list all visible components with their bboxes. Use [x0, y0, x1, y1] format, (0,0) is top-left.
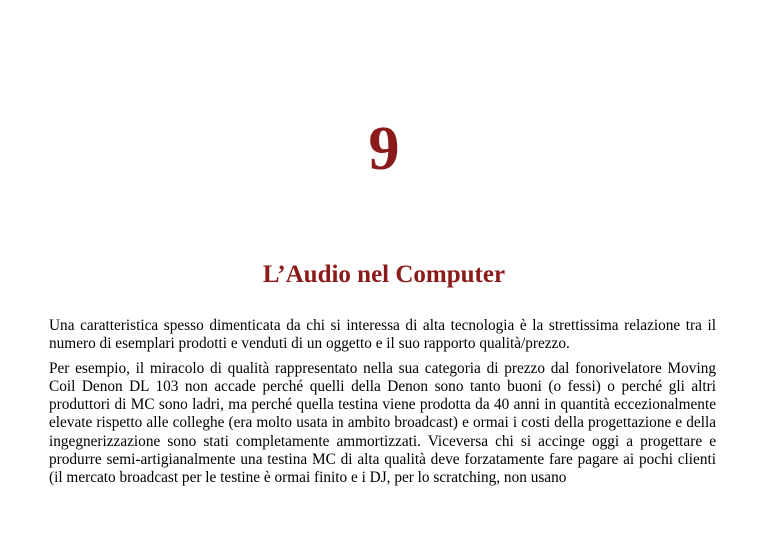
body-text	[49, 317, 716, 494]
chapter-title: L’Audio nel Computer	[262, 261, 506, 288]
chapter-number: 9	[368, 115, 400, 183]
paragraph-2: Per esempio, il miracolo di qualità rappresentato nella sua categoria di prezzo dal fonorivelatore Moving Coil Denon DL 103 non accade perché quelli della Denon sono tanto buoni (o fessi) o perché gli altri produttori di MC sono ladri, ma perché quella testina viene prodotta da 40 anni in quantità eccezionalmente elevate rispetto alle colleghe (era molto usata in ambito broadcast) e ormai i costi della progettazione e della ingegnerizzazione sono stati completamente ammortizzati. Viceversa chi si accinge oggi a progettare e produrre semi-artigianalmente una testina MC di alta qualità deve forzatamente fare pagare ai pochi clienti (il mercato broadcast per le testine è ormai finito e i DJ, per lo scratching, non usano	[49, 359, 716, 487]
paragraph-1: Una caratteristica spesso dimenticata da chi si interessa di alta tecnologia è la strettissima relazione tra il numero di esemplari prodotti e venduti di un oggetto e il suo rapporto qualità/prezzo.	[49, 317, 716, 353]
